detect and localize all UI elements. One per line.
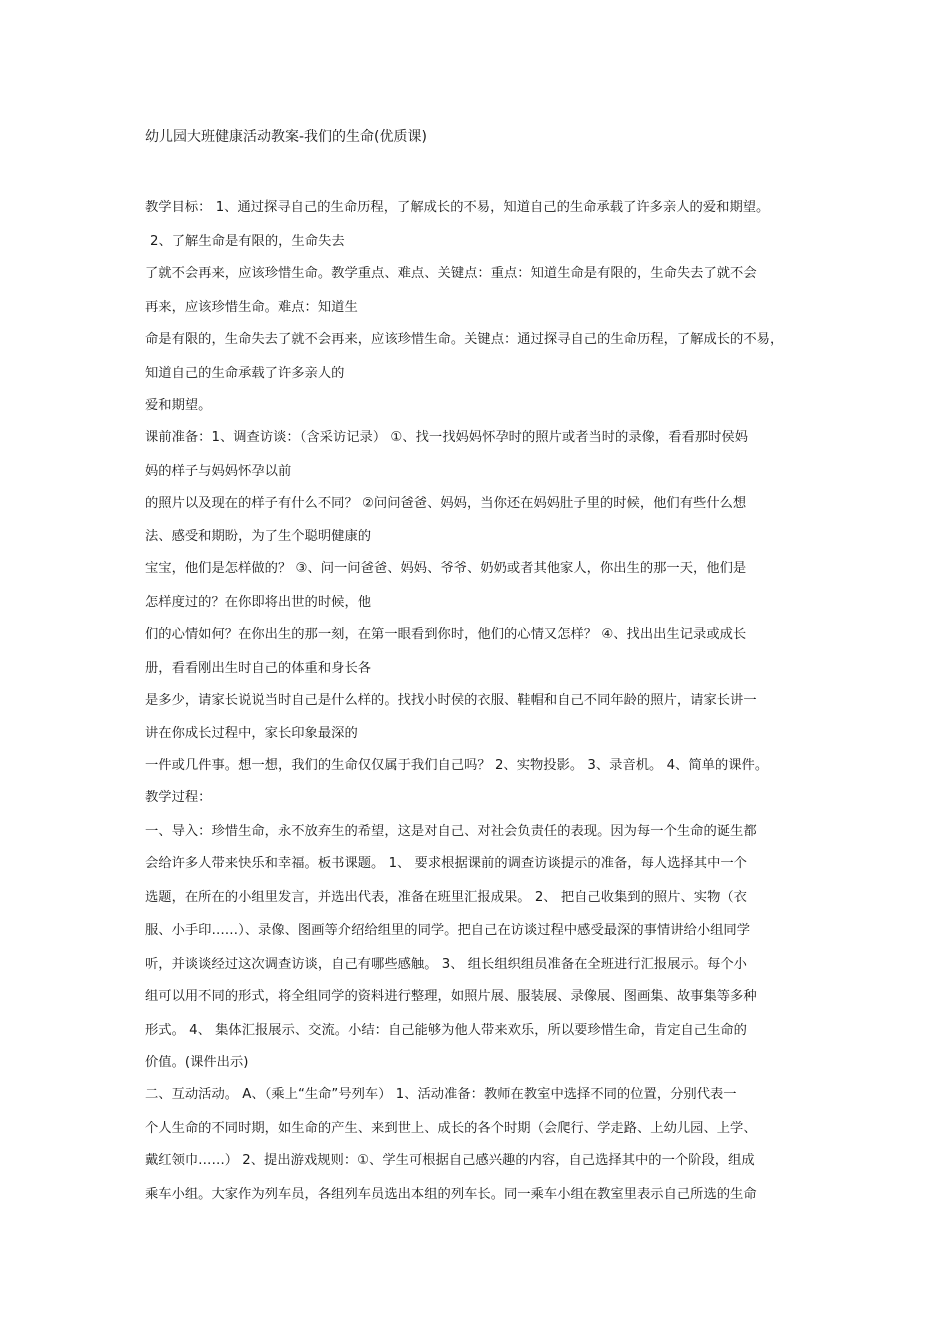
text-line-21: 会给许多人带来快乐和幸福。板书课题。 1、 要求根据课前的调查访谈提示的准备，每人选择其中一个 [145,856,747,871]
text-line-10: 的照片以及现在的样子有什么不同？ ②问问爸爸、妈妈，当你还在妈妈肚子里的时候，他们有些什么想 [145,496,747,511]
text-line-3: 了就不会再来，应该珍惜生命。教学重点、难点、关键点：重点：知道生命是有限的，生命失去了就不会 [145,266,757,281]
text-line-7: 爱和期望。 [145,398,212,413]
text-line-9: 妈的样子与妈妈怀孕以前 [145,464,292,479]
text-line-11: 法、感受和期盼，为了生个聪明健康的 [145,529,372,544]
text-line-26: 形式。 4、 集体汇报展示、交流。小结：自己能够为他人带来欢乐，所以要珍惜生命，肯定自己生命的 [145,1023,747,1038]
text-line-2: 2、了解生命是有限的，生命失去 [150,234,345,249]
text-line-23: 服、小手印……）、录像、图画等介绍给组里的同学。把自己在访谈过程中感受最深的事情讲给小组同学 [145,923,751,938]
text-line-8: 课前准备：1、调查访谈：（含采访记录） ①、找一找妈妈怀孕时的照片或者当时的录像，看看那时侯妈 [145,430,749,445]
text-line-4: 再来，应该珍惜生命。难点：知道生 [145,300,358,315]
text-line-5: 命是有限的，生命失去了就不会再来，应该珍惜生命。关键点：通过探寻自己的生命历程，了解成长的不易， [145,332,784,347]
text-line-20: 一、导入：珍惜生命，永不放弃生的希望，这是对自己、对社会负责任的表现。因为每一个生命的诞生都 [145,824,757,839]
text-line-16: 是多少，请家长说说当时自己是什么样的。找找小时侯的衣服、鞋帽和自己不同年龄的照片，请家长讲一 [145,693,757,708]
text-line-14: 们的心情如何？在你出生的那一刻，在第一眼看到你时，他们的心情又怎样？ ④、找出出生记录或成长 [145,627,747,642]
text-line-29: 个人生命的不同时期，如生命的产生、来到世上、成长的各个时期（会爬行、学走路、上幼儿园、上学、 [145,1121,757,1136]
text-line-18: 一件或几件事。想一想，我们的生命仅仅属于我们自己吗？ 2、实物投影。 3、录音机。 4、简单的课件。 [145,758,769,773]
text-line-31: 乘车小组。大家作为列车员，各组列车员选出本组的列车长。同一乘车小组在教室里表示自己所选的生命 [145,1187,757,1202]
document-title: 幼儿园大班健康活动教案-我们的生命(优质课) [145,129,427,145]
text-line-17: 讲在你成长过程中，家长印象最深的 [145,726,358,741]
text-line-6: 知道自己的生命承载了许多亲人的 [145,366,345,381]
text-line-19: 教学过程： [145,790,212,805]
text-line-24: 听，并谈谈经过这次调查访谈，自己有哪些感触。 3、 组长组织组员准备在全班进行汇报展示。每个小 [145,957,747,972]
text-line-25: 组可以用不同的形式，将全组同学的资料进行整理，如照片展、服装展、录像展、图画集、故事集等多种 [145,989,757,1004]
text-line-22: 选题，在所在的小组里发言，并选出代表，准备在班里汇报成果。 2、 把自己收集到的照片、实物（衣 [145,890,747,905]
text-line-12: 宝宝，他们是怎样做的？ ③、问一问爸爸、妈妈、爷爷、奶奶或者其他家人，你出生的那一天，他们是 [145,561,747,576]
text-line-27: 价值。(课件出示) [145,1055,249,1070]
text-line-30: 戴红领巾……） 2、提出游戏规则：①、学生可根据自己感兴趣的内容，自己选择其中的一个阶段，组成 [145,1153,755,1168]
text-line-1: 教学目标： 1、通过探寻自己的生命历程，了解成长的不易，知道自己的生命承载了许多亲人的爱和期望。 [145,200,770,215]
text-line-28: 二、互动活动。 A、（乘上“生命”号列车） 1、活动准备：教师在教室中选择不同的位置，分别代表一 [145,1087,737,1102]
text-line-13: 怎样度过的？在你即将出世的时候，他 [145,595,372,610]
text-line-15: 册，看看刚出生时自己的体重和身长各 [145,661,372,676]
